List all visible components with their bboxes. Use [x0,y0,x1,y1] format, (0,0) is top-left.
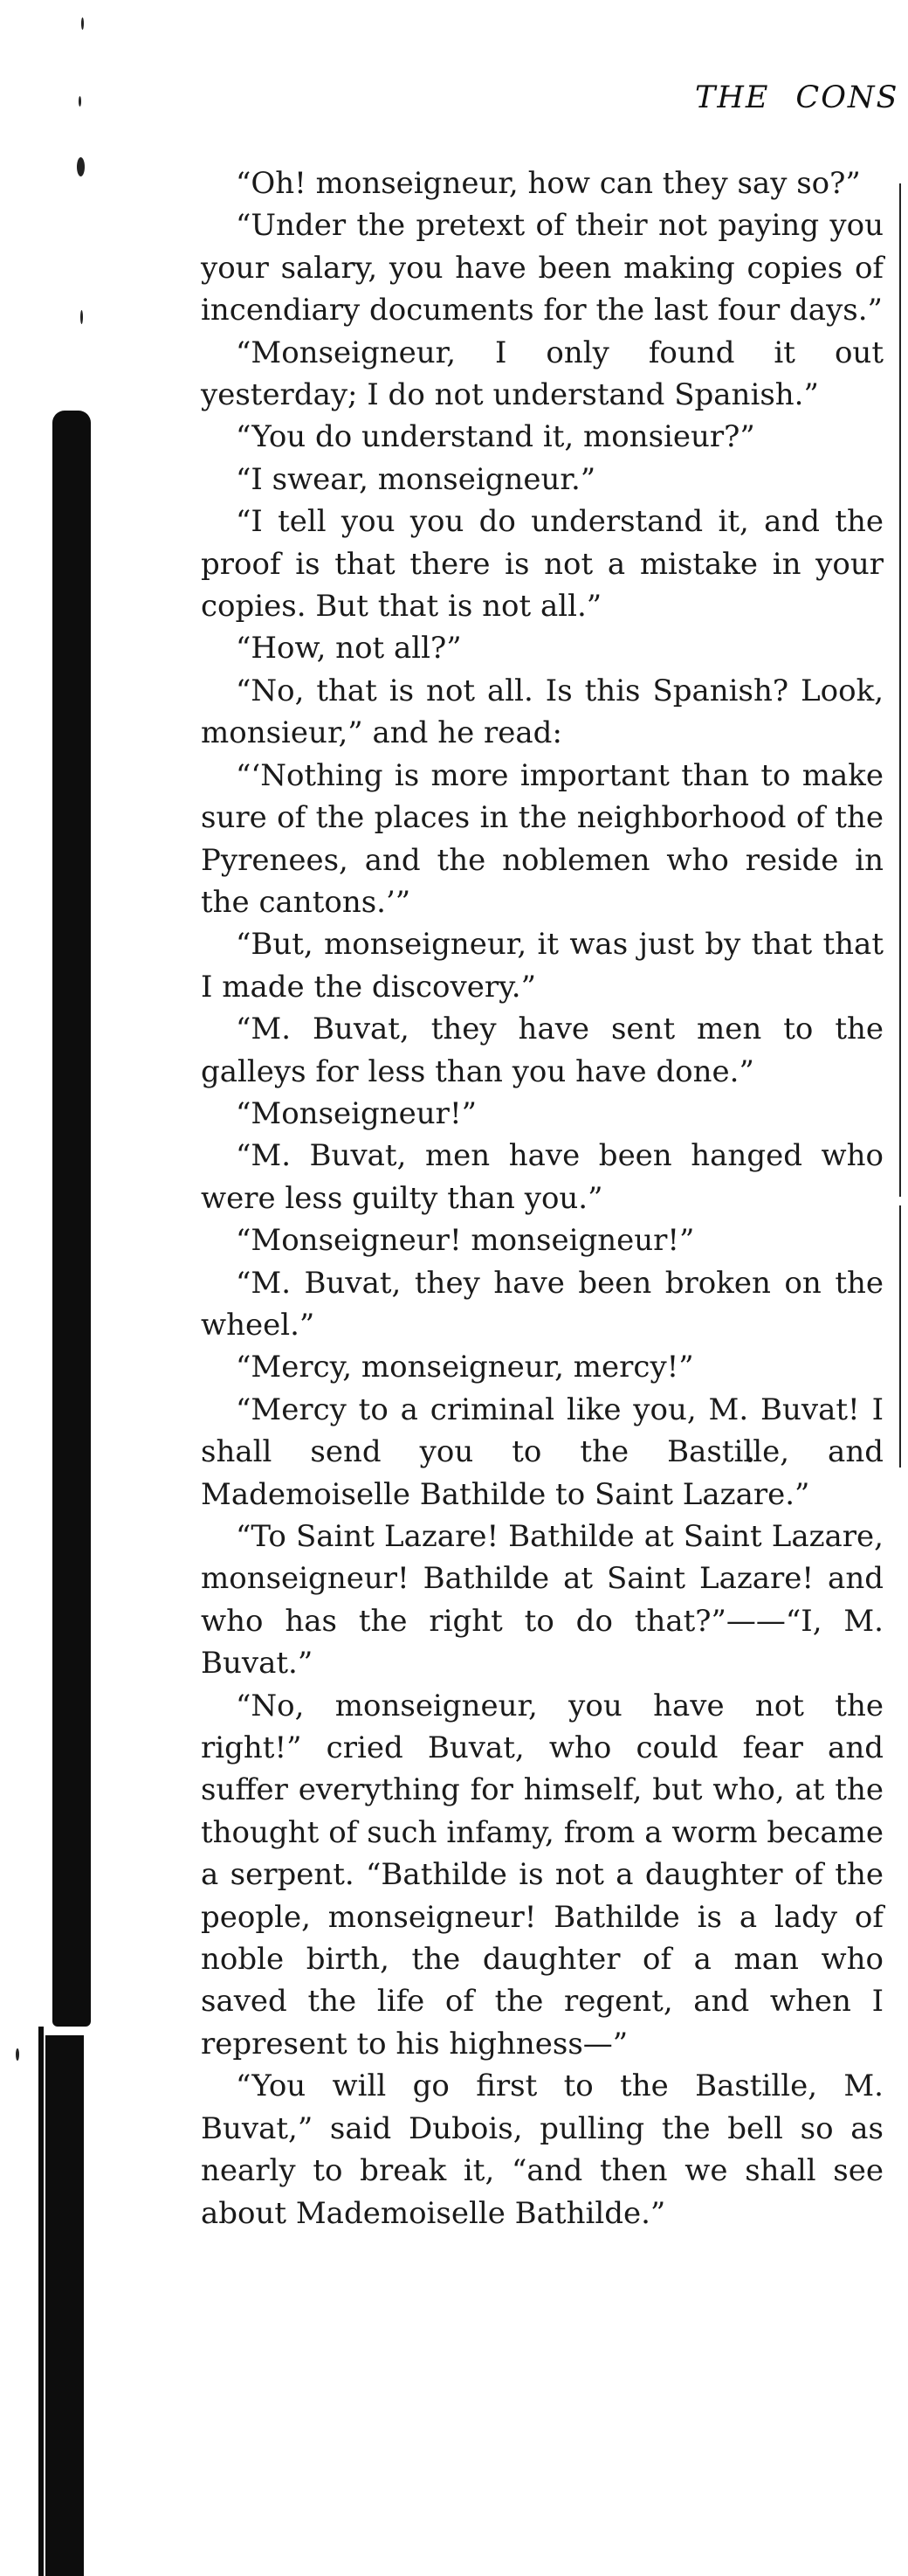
paragraph: “Monseigneur!” [236,1095,477,1131]
paragraph: “But, monseigneur, it was just by that that I made the discovery.” [201,927,884,1005]
paragraph: “No, that is not all. Is this Spanish? Look, monsieur,” and he read: [201,673,884,751]
running-head-word: THE [695,80,770,115]
paragraph: “Mercy to a criminal like you, M. Buvat! I shall send you to the Bastille, and Mademoiselle Bathilde to Saint Lazare.” [201,1392,884,1512]
column-rule [899,1205,901,1468]
binding-line-lower [38,2027,44,2576]
scan-speck [16,2048,19,2061]
paragraph: “Under the pretext of their not paying you your salary, you have been making copies of incendiary documents for the last four days.” [201,208,884,328]
paragraph: “I swear, monseigneur.” [236,461,596,497]
paragraph: “No, monseigneur, you have not the right!” cried Buvat, who could fear and suffer everything for himself, but who, at the thought of such infamy, from a worm became a serpent. “Bathilde is not a daughter of the people, monseigneur! Bathilde is a lady of noble birth, the daughter of a man who saved the life of the regent, and when I represent to his highness—” [201,1688,884,2061]
scan-speck [81,17,84,30]
paragraph: “You will go first to the Bastille, M. Buvat,” said Dubois, pulling the bell so as nearly to break it, “and then we shall see about Mademoiselle Bathilde.” [201,2068,884,2231]
paragraph: “M. Buvat, they have sent men to the galleys for less than you have done.” [201,1012,884,1089]
scan-speck [80,310,83,324]
scan-speck [77,157,85,176]
paragraph: “‘Nothing is more important than to make sure of the places in the neighborhood of the Pyrenees, and the noblemen who reside in the cantons.’” [201,757,884,920]
binding-shadow-lower [45,2035,84,2576]
paragraph: “M. Buvat, they have been broken on the wheel.” [201,1265,884,1343]
scan-speck [79,96,81,107]
binding-shadow-upper [52,411,91,2027]
paragraph: “You do understand it, monsieur?” [236,419,755,455]
paragraph: “Monseigneur! monseigneur!” [236,1223,695,1259]
paragraph: “Oh! monseigneur, how can they say so?” [236,166,861,201]
paragraph: “M. Buvat, men have been hanged who were less guilty than you.” [201,1138,884,1216]
paragraph: “Mercy, monseigneur, mercy!” [236,1350,694,1385]
running-head [695,80,908,115]
paragraph: “To Saint Lazare! Bathilde at Saint Lazare, monseigneur! Bathilde at Saint Lazare! and who has the right to do that?”——“I, M. Buvat.” [201,1519,884,1682]
running-head-word: CONS [795,80,899,115]
paragraph: “How, not all?” [236,631,462,666]
column-rule [899,183,901,1197]
paragraph: “Monseigneur, I only found it out yesterday; I do not understand Spanish.” [201,335,884,413]
paragraph: “I tell you you do understand it, and the proof is that there is not a mistake in your copies. But that is not all.” [201,504,884,625]
text-column [201,162,884,2234]
